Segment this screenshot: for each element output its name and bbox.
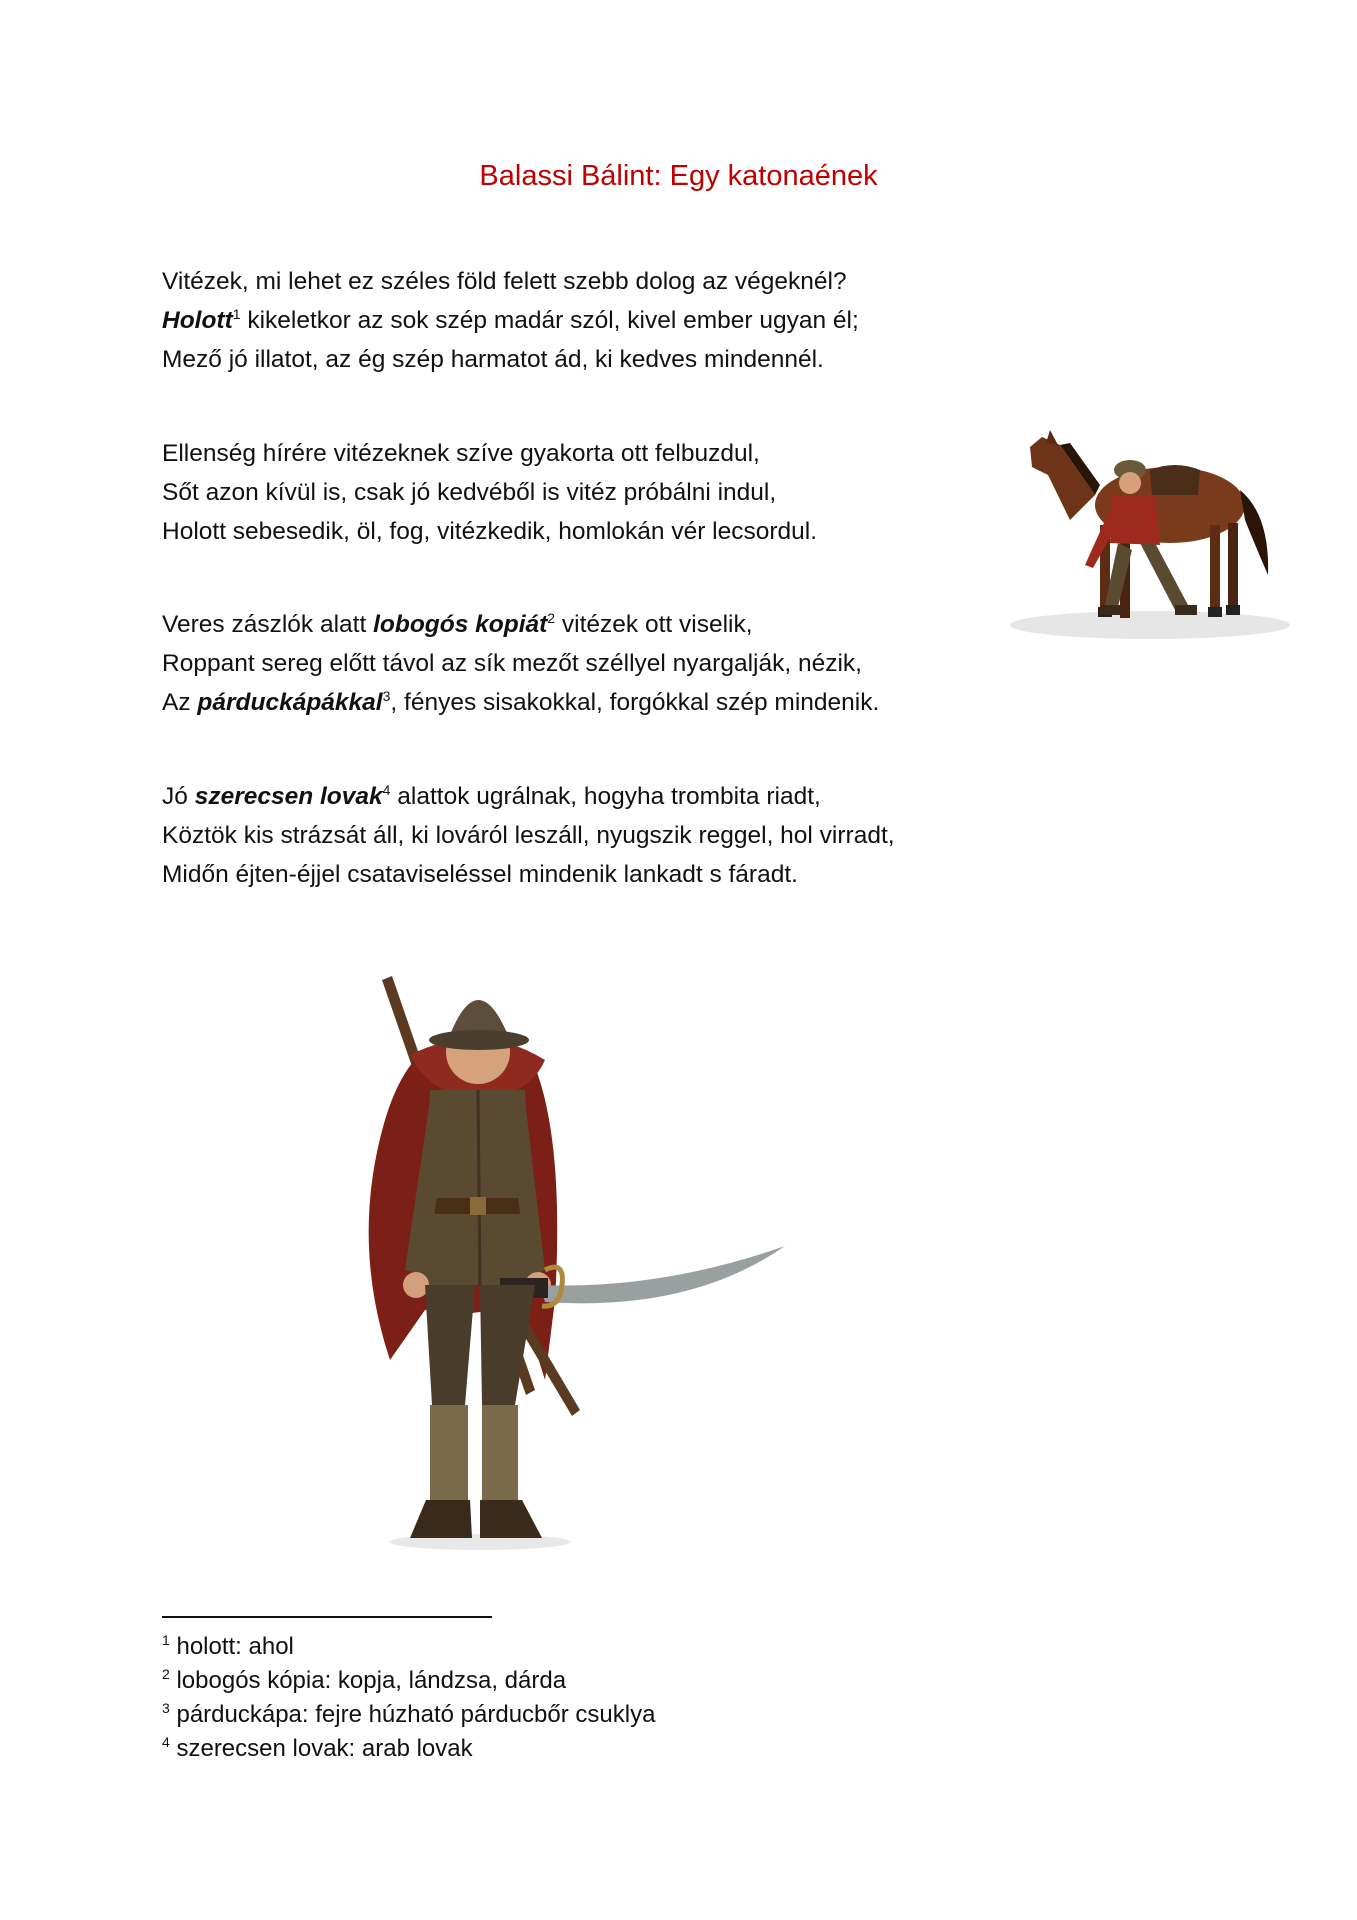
standing-soldier-illustration [330,940,870,1560]
stanza-line: Holott sebesedik, öl, fog, vitézkedik, homlokán vér lecsordul. [162,518,818,545]
term-lobogos-kopiat: lobogós kopiát [373,611,548,638]
footnote-ref[interactable]: 1 [232,305,241,322]
footnote-separator [162,1616,492,1618]
stanza-line: Ellenség hírére vitézeknek szíve gyakorta ott felbuzdul, [162,440,760,467]
stanza-line: Veres zászlók alatt lobogós kopiát$^2$ vitézek ott viselik, [162,609,753,638]
term-szerecsen-lovak: szerecsen lovak [194,783,383,810]
term-parduckapakkal: párduckápákkal [197,689,383,716]
stanza-line: Mező jó illatot, az ég szép harmatot ád, ki kedves mindennél. [162,346,824,373]
footnote-ref[interactable]: 4 [382,781,391,798]
stanza-line: Midőn éjten-éjjel csataviseléssel mindenik lankadt s fáradt. [162,861,798,888]
stanza-line: Holott$^1$ kikeletkor az sok szép madár szól, kivel ember ugyan él; [162,305,859,334]
stanza-2 [162,434,1062,551]
footnotes [162,1630,655,1766]
footnote-item: $^4$ szerecsen lovak: arab lovak [162,1734,473,1762]
stanza-line: Az párduckápákkal$^3$, fényes sisakokkal, forgókkal szép mindenik. [162,687,880,716]
stanza-1 [162,262,1062,379]
footnote-ref[interactable]: 3 [382,687,391,704]
stanza-line: Sőt azon kívül is, csak jó kedvéből is vitéz próbálni indul, [162,479,777,506]
footnote-item: $^1$ holott: ahol [162,1632,294,1660]
footnote-ref[interactable]: 2 [547,609,556,626]
term-holott: Holott [162,307,233,334]
stanza-line: Jó szerecsen lovak$^4$ alattok ugrálnak, hogyha trombita riadt, [162,781,821,810]
horse-soldier-illustration [1000,425,1290,645]
stanza-4 [162,777,1062,894]
stanza-3 [162,605,1062,722]
footnote-item: $^3$ párduckápa: fejre húzható párducbőr csuklya [162,1700,656,1728]
page-title: Balassi Bálint: Egy katonaének [479,160,878,192]
stanza-line: Vitézek, mi lehet ez széles föld felett szebb dolog az végeknél? [162,268,847,295]
footnote-item: $^2$ lobogós kópia: kopja, lándzsa, dárda [162,1666,567,1694]
stanza-line: Köztök kis strázsát áll, ki lováról leszáll, nyugszik reggel, hol virradt, [162,822,895,849]
stanza-line: Roppant sereg előtt távol az sík mezőt széllyel nyargalják, nézik, [162,650,862,677]
